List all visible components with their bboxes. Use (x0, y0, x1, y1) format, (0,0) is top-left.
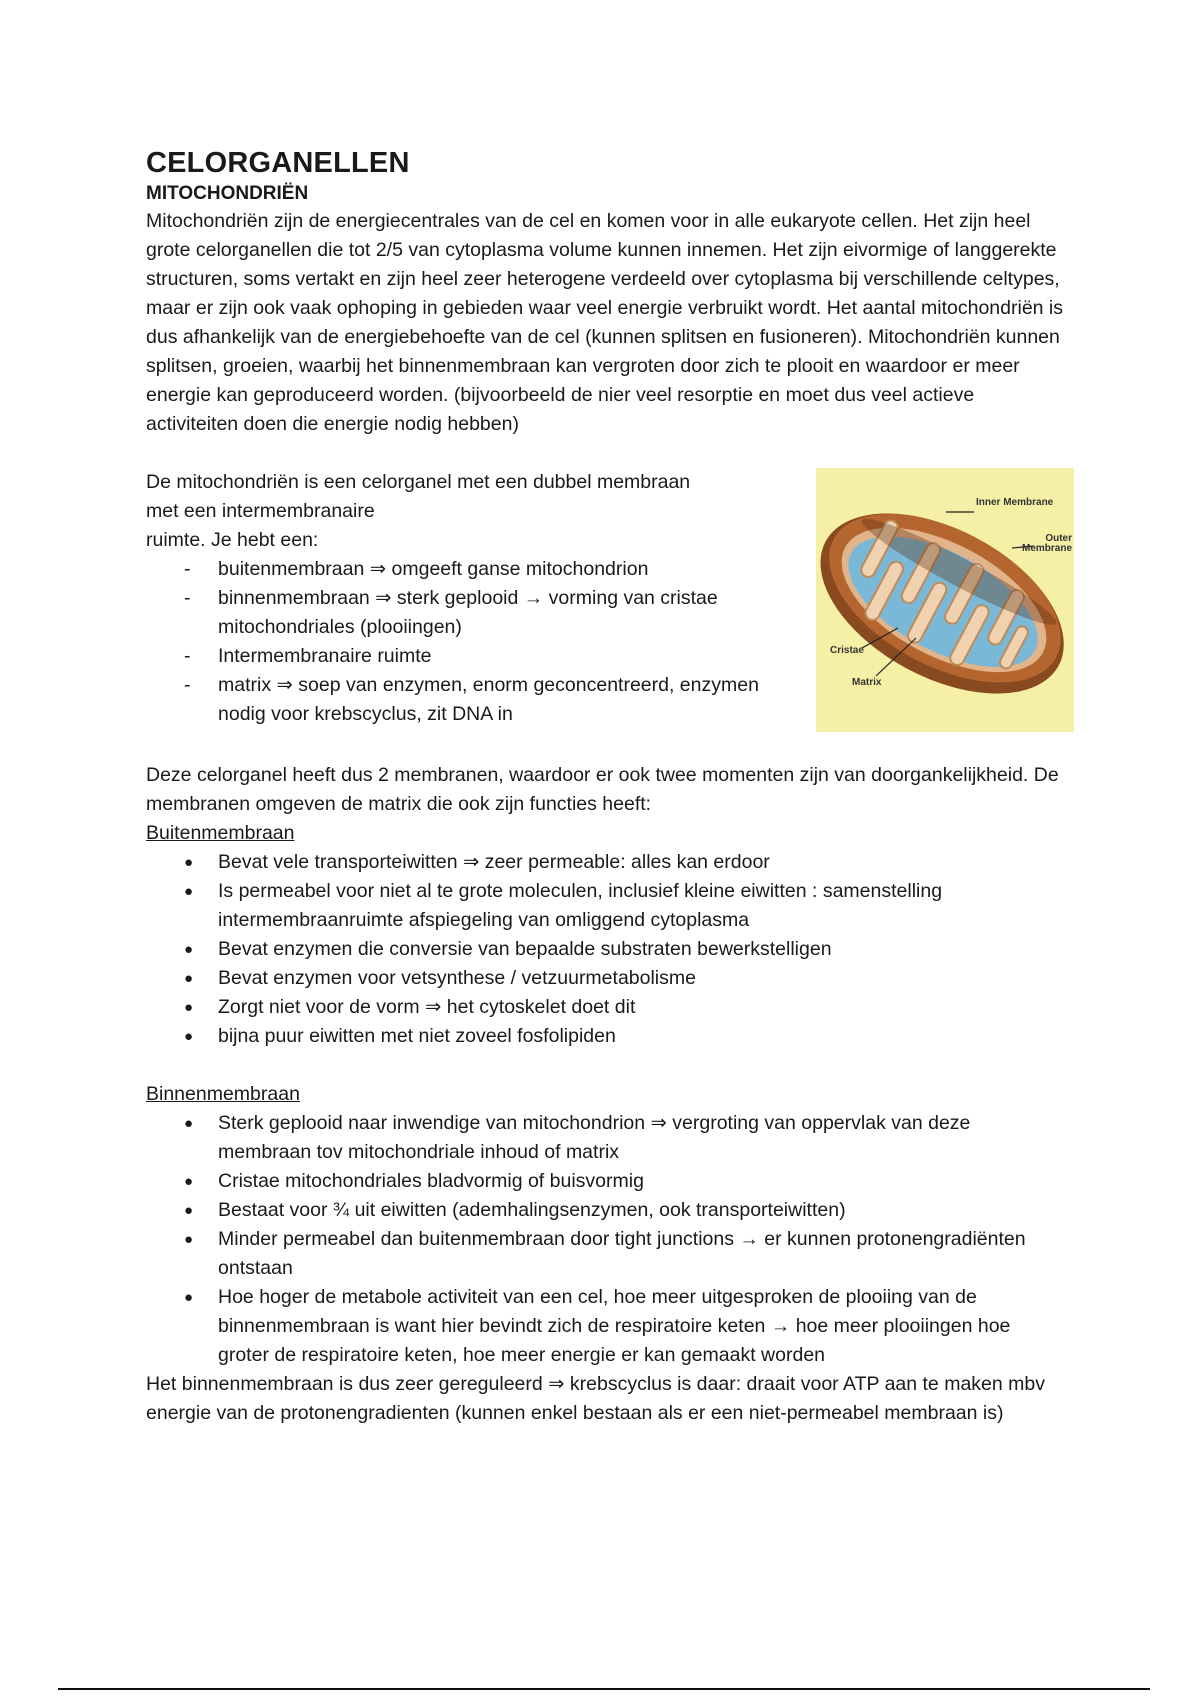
label-matrix: Matrix (852, 677, 882, 688)
label-cristae: Cristae (830, 645, 864, 656)
inner-membrane-list (146, 1109, 1066, 1370)
outer-membrane-heading: Buitenmembraan (146, 822, 295, 844)
outer-membrane-list (146, 848, 1066, 1051)
document-page (146, 146, 1072, 1428)
spacer (146, 439, 1066, 468)
structure-line-1: De mitochondriën is een celorganel met een dubbel membraan (146, 471, 691, 493)
membranes-intro: Deze celorganel heeft dus 2 membranen, waardoor er ook twee momenten zijn van doorgankelijkheid. De membranen omgeven de matrix die ook zijn functies heeft: (146, 764, 1059, 815)
list-item: ● Sterk geplooid naar inwendige van mitochondrion ⇒ vergroting van oppervlak van deze membraan tov mitochondriale inhoud of matrix (146, 1109, 1066, 1167)
list-item: ● Bevat vele transporteiwitten ⇒ zeer permeable: alles kan erdoor (146, 848, 1066, 877)
list-item: ● Bevat enzymen die conversie van bepaalde substraten bewerkstelligen (146, 935, 1066, 964)
mitochondrion-figure (816, 468, 1074, 732)
list-item: - matrix ⇒ soep van enzymen, enorm geconcentreerd, enzymen nodig voor krebscyclus, zit DNA in (146, 671, 786, 729)
section-title: MITOCHONDRIËN (146, 183, 309, 204)
list-item: ● Minder permeabel dan buitenmembraan door tight junctions → er kunnen protonengradiënten ontstaan (146, 1225, 1066, 1283)
list-item: - Intermembranaire ruimte (146, 642, 786, 671)
list-item: ● Is permeabel voor niet al te grote moleculen, inclusief kleine eiwitten : samenstelling intermembraanruimte afspiegeling van omliggend cytoplasma (146, 877, 1066, 935)
list-item: ● Hoe hoger de metabole activiteit van een cel, hoe meer uitgesproken de plooiing van de binnenmembraan is want hier bevindt zich de respiratoire keten → hoe meer plooiingen hoe groter de respiratoire keten, hoe meer energie er kan gemaakt worden (146, 1283, 1066, 1370)
structure-list (146, 555, 786, 729)
footer-divider (58, 1688, 1150, 1690)
list-item: ● bijna puur eiwitten met niet zoveel fosfolipiden (146, 1022, 1066, 1051)
list-item: - buitenmembraan ⇒ omgeeft ganse mitochondrion (146, 555, 786, 584)
structure-line-2: met een intermembranaire (146, 500, 375, 522)
spacer (146, 732, 1066, 761)
label-inner-membrane: Inner Membrane (976, 497, 1054, 508)
list-item: ● Bevat enzymen voor vetsynthese / vetzuurmetabolisme (146, 964, 1066, 993)
spacer (146, 1051, 1066, 1080)
inner-membrane-heading: Binnenmembraan (146, 1083, 300, 1105)
list-item: - binnenmembraan ⇒ sterk geplooid → vorming van cristae mitochondriales (plooiingen) (146, 584, 786, 642)
list-item: ● Zorgt niet voor de vorm ⇒ het cytoskelet doet dit (146, 993, 1066, 1022)
intro-paragraph: Mitochondriën zijn de energiecentrales van de cel en komen voor in alle eukaryote cellen. Het zijn heel grote celorganellen die tot 2/5 van cytoplasma volume kunnen innemen. Het zijn eivormige of langgerekte structuren, soms vertakt en zijn heel zeer heterogene verdeeld over cytoplasma bij verschillende celtypes, maar er zijn ook vaak ophoping in gebieden waar veel energie verbruikt wordt. Het aantal mitochondriën is dus afhankelijk van de energiebehoefte van de cel (kunnen splitsen en fusioneren). Mitochondriën kunnen splitsen, groeien, waarbij het binnenmembraan kan vergroten door zich te plooit en waardoor er meer energie kan geproduceerd worden. (bijvoorbeeld de nier veel resorptie en moet dus veel actieve activiteiten doen die energie nodig hebben) (146, 210, 1064, 435)
structure-section (146, 468, 1072, 732)
conclusion-paragraph: Het binnenmembraan is dus zeer gereguleerd ⇒ krebscyclus is daar: draait voor ATP aan te maken mbv energie van de protonengradienten (kunnen enkel bestaan als er een niet-permeabel membraan is) (146, 1373, 1045, 1424)
list-item: ● Bestaat voor ¾ uit eiwitten (ademhalingsenzymen, ook transporteiwitten) (146, 1196, 1066, 1225)
page-title: CELORGANELLEN (146, 147, 410, 179)
label-outer-membrane: Outer Membrane (1021, 533, 1072, 554)
structure-line-3: ruimte. Je hebt een: (146, 529, 319, 551)
list-item: ● Cristae mitochondriales bladvormig of buisvormig (146, 1167, 1066, 1196)
structure-text (146, 468, 786, 732)
